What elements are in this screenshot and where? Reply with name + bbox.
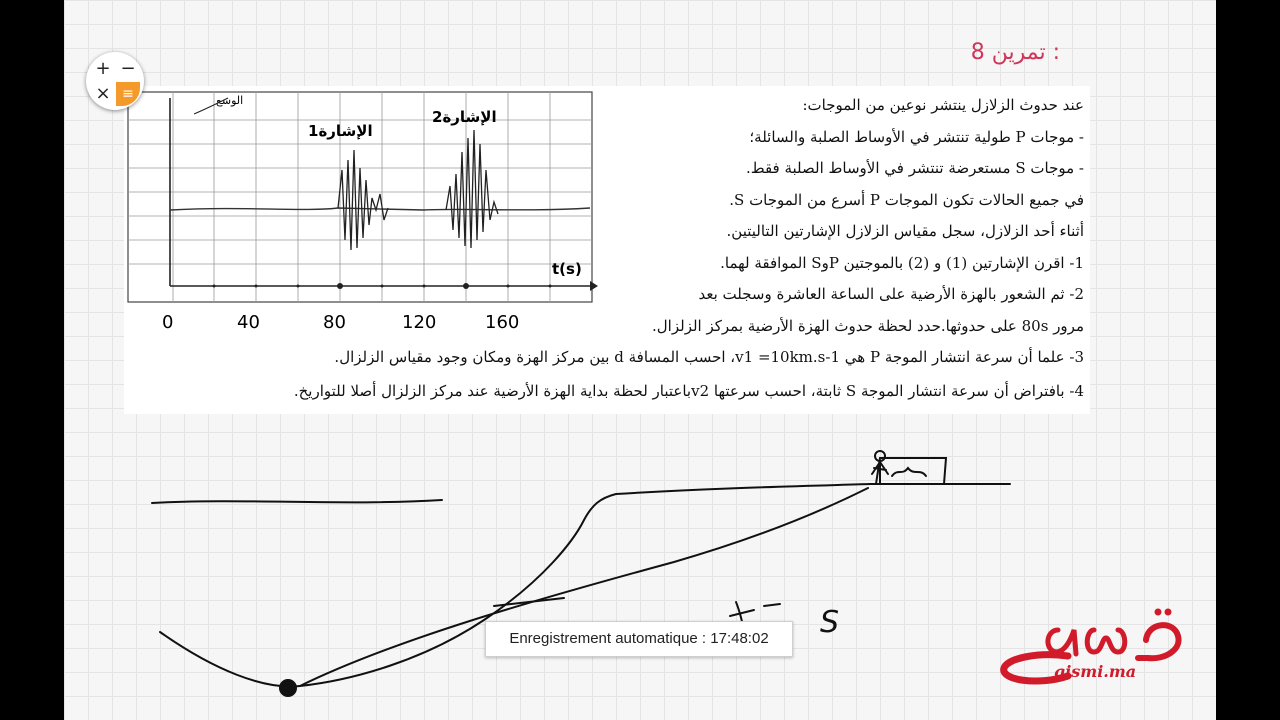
problem-line: في جميع الحالات تكون الموجات P أسرع من الموجات S. [729,190,1084,209]
problem-line: 2- ثم الشعور بالهزة الأرضية على الساعة العاشرة وسجلت بعد [698,285,1084,303]
problem-line: - موجات S مستعرضة تنتشر في الأوساط الصلبة فقط. [745,159,1084,177]
zoom-tool-widget[interactable] [86,52,144,110]
pen-stroke-short [494,598,564,606]
problem-line: 1- اقرن الإشارتين (1) و (2) بالموجتين PوS الموافقة لهما. [720,253,1084,272]
x-tick-label: 120 [402,312,437,333]
menu-icon[interactable]: ≡ [116,82,140,106]
exercise-title: تمرين 8 : [970,40,1060,65]
x-tick-label: 0 [162,312,174,333]
problem-line: - موجات P طولية تنتشر في الأوساط الصلبة والسائلة؛ [749,127,1084,146]
x-tick-label: 80 [323,312,346,333]
y-axis-label: الوسع [216,94,244,107]
pen-stroke-dash [764,604,780,606]
x-tick-label: 40 [237,312,260,333]
problem-line: عند حدوث الزلازل ينتشر نوعين من الموجات: [802,96,1084,114]
problem-line: مرور 80s على حدوثها.حدد لحظة حدوث الهزة الأرضية بمركز الزلزال. [652,316,1084,335]
handwritten-s: S [820,605,840,640]
pen-stroke-surface [152,500,442,503]
autosave-toast: Enregistrement automatique : 17:48:02 [485,621,793,657]
problem-line: أثناء أحد الزلازل، سجل مقياس الزلازل الإشارتين التاليتين. [726,222,1084,240]
whiteboard-canvas[interactable] [64,0,1216,720]
question-4: 4- بافتراض أن سرعة انتشار الموجة S ثابتة، احسب سرعتها v2باعتبار لحظة بداية الهزة الأرضية عند مركز الزلزال أصلا للتواريخ. [293,382,1084,400]
qismi-logo [998,600,1208,700]
zoom-in-button[interactable]: + [95,58,111,79]
zoom-out-button[interactable]: − [120,58,136,79]
stick-figure [872,462,888,484]
question-3: 3- علما أن سرعة انتشار الموجة P هي v1 =10km.s-1، احسب المسافة d بين مركز الهزة ومكان وجود مقياس الزلزال. [334,348,1084,366]
seismograph-trace-sketch [892,468,926,476]
epicenter-dot [280,680,296,696]
close-icon[interactable]: × [95,83,111,104]
x-axis-label: t(s) [552,260,582,278]
x-tick-label: 160 [485,312,520,333]
logo-text: qismi.ma [1054,662,1137,681]
signal-2-label: الإشارة2 [432,108,497,126]
signal-1-label: الإشارة1 [308,122,373,140]
